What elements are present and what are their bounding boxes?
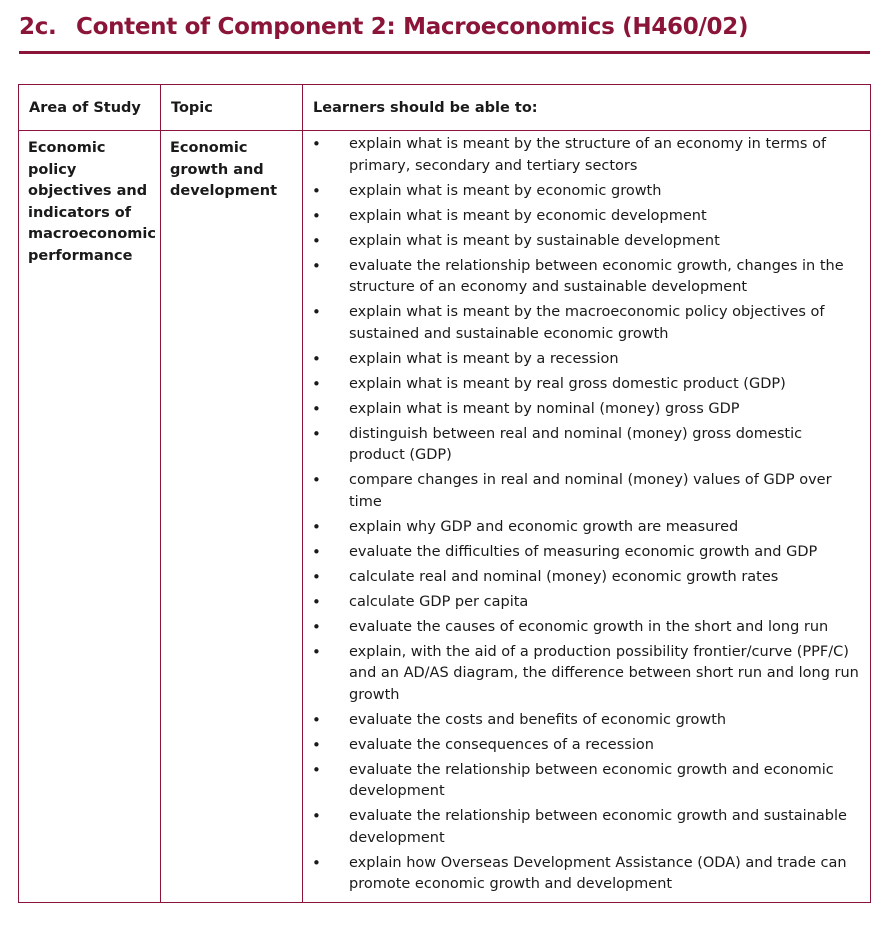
list-item bbox=[303, 302, 862, 345]
list-item-text: compare changes in real and nominal (money) values of GDP over time bbox=[349, 472, 832, 510]
bullet-icon: • bbox=[312, 760, 321, 779]
section-title: Content of Component 2: Macroeconomics (H460/02) bbox=[76, 14, 749, 40]
bullet-icon: • bbox=[312, 256, 321, 275]
list-item-text: distinguish between real and nominal (money) gross domestic product (GDP) bbox=[349, 425, 803, 463]
list-item-text: evaluate the relationship between economic growth and sustainable development bbox=[349, 808, 847, 846]
list-item-text: calculate real and nominal (money) economic growth rates bbox=[349, 568, 779, 585]
list-item-text: explain, with the aid of a production possibility frontier/curve (PPF/C) and an AD/AS diagram, the difference between short run and long run growth bbox=[349, 643, 859, 703]
list-item bbox=[303, 470, 862, 513]
list-item bbox=[303, 181, 862, 203]
bullet-icon: • bbox=[312, 399, 321, 418]
bullet-icon: • bbox=[312, 735, 321, 754]
list-item bbox=[303, 542, 862, 564]
list-item-text: evaluate the relationship between economic growth, changes in the structure of an economy and sustainable development bbox=[349, 257, 844, 295]
bullet-icon: • bbox=[312, 349, 321, 368]
points-cell bbox=[303, 131, 871, 903]
bullet-icon: • bbox=[312, 374, 321, 393]
list-item bbox=[303, 853, 862, 896]
list-item bbox=[303, 349, 862, 371]
table-header-row bbox=[19, 85, 871, 131]
header-area-of-study: Area of Study bbox=[19, 85, 161, 131]
list-item-text: explain why GDP and economic growth are measured bbox=[349, 518, 739, 535]
list-item bbox=[303, 710, 862, 732]
list-item bbox=[303, 399, 862, 421]
list-item-text: evaluate the relationship between economic growth and economic development bbox=[349, 761, 834, 799]
bullet-icon: • bbox=[312, 303, 321, 321]
list-item-text: evaluate the difficulties of measuring economic growth and GDP bbox=[349, 543, 818, 560]
list-item-text: calculate GDP per capita bbox=[349, 593, 529, 610]
list-item bbox=[303, 517, 862, 539]
bullet-icon: • bbox=[312, 135, 321, 153]
list-item-text: evaluate the costs and benefits of economic growth bbox=[349, 711, 727, 728]
topic-text: Economic growth and development bbox=[170, 140, 278, 199]
list-item-text: explain what is meant by a recession bbox=[349, 350, 619, 367]
content-table bbox=[18, 84, 871, 903]
bullet-icon: • bbox=[312, 471, 321, 489]
list-item-text: explain what is meant by the macroeconomic policy objectives of sustained and sustainable economic growth bbox=[349, 304, 825, 342]
list-item bbox=[303, 617, 862, 639]
bullet-icon: • bbox=[312, 710, 321, 729]
bullet-icon: • bbox=[312, 231, 321, 250]
list-item-text: explain how Overseas Development Assistance (ODA) and trade can promote economic growth and development bbox=[349, 854, 847, 892]
list-item-text: explain what is meant by nominal (money) gross GDP bbox=[349, 400, 740, 417]
list-item bbox=[303, 206, 862, 228]
bullet-icon: • bbox=[312, 592, 321, 611]
list-item-text: explain what is meant by sustainable development bbox=[349, 232, 720, 249]
list-item bbox=[303, 806, 862, 849]
list-item bbox=[303, 374, 862, 396]
list-item-text: evaluate the consequences of a recession bbox=[349, 736, 654, 753]
bullet-icon: • bbox=[312, 181, 321, 200]
list-item-text: evaluate the causes of economic growth in the short and long run bbox=[349, 618, 829, 635]
list-item bbox=[303, 256, 862, 299]
list-item-text: explain what is meant by the structure of an economy in terms of primary, secondary and tertiary sectors bbox=[349, 136, 827, 174]
header-learners: Learners should be able to: bbox=[303, 85, 871, 131]
bullet-icon: • bbox=[312, 542, 321, 561]
area-of-study-cell bbox=[19, 131, 161, 903]
bullet-icon: • bbox=[312, 807, 321, 825]
area-of-study-text: Economic policy objectives and indicators of macroeconomic performance bbox=[28, 140, 156, 264]
heading-rule bbox=[19, 51, 870, 54]
bullet-icon: • bbox=[312, 424, 321, 443]
list-item-text: explain what is meant by economic growth bbox=[349, 182, 662, 199]
list-item bbox=[303, 592, 862, 614]
list-item bbox=[303, 134, 862, 177]
list-item bbox=[303, 735, 862, 757]
bullet-icon: • bbox=[312, 853, 321, 872]
list-item-text: explain what is meant by real gross domestic product (GDP) bbox=[349, 375, 786, 392]
table-row bbox=[19, 131, 871, 903]
bullet-icon: • bbox=[312, 642, 321, 661]
bullet-icon: • bbox=[312, 617, 321, 636]
topic-cell bbox=[161, 131, 303, 903]
header-topic: Topic bbox=[161, 85, 303, 131]
bullet-icon: • bbox=[312, 567, 321, 586]
section-number: 2c. bbox=[19, 14, 57, 40]
list-item bbox=[303, 424, 862, 467]
section-heading bbox=[19, 14, 869, 40]
list-item bbox=[303, 760, 862, 803]
learning-points-list bbox=[303, 131, 870, 902]
list-item bbox=[303, 642, 862, 707]
list-item-text: explain what is meant by economic development bbox=[349, 207, 707, 224]
list-item bbox=[303, 231, 862, 253]
bullet-icon: • bbox=[312, 517, 321, 536]
list-item bbox=[303, 567, 862, 589]
bullet-icon: • bbox=[312, 206, 321, 225]
